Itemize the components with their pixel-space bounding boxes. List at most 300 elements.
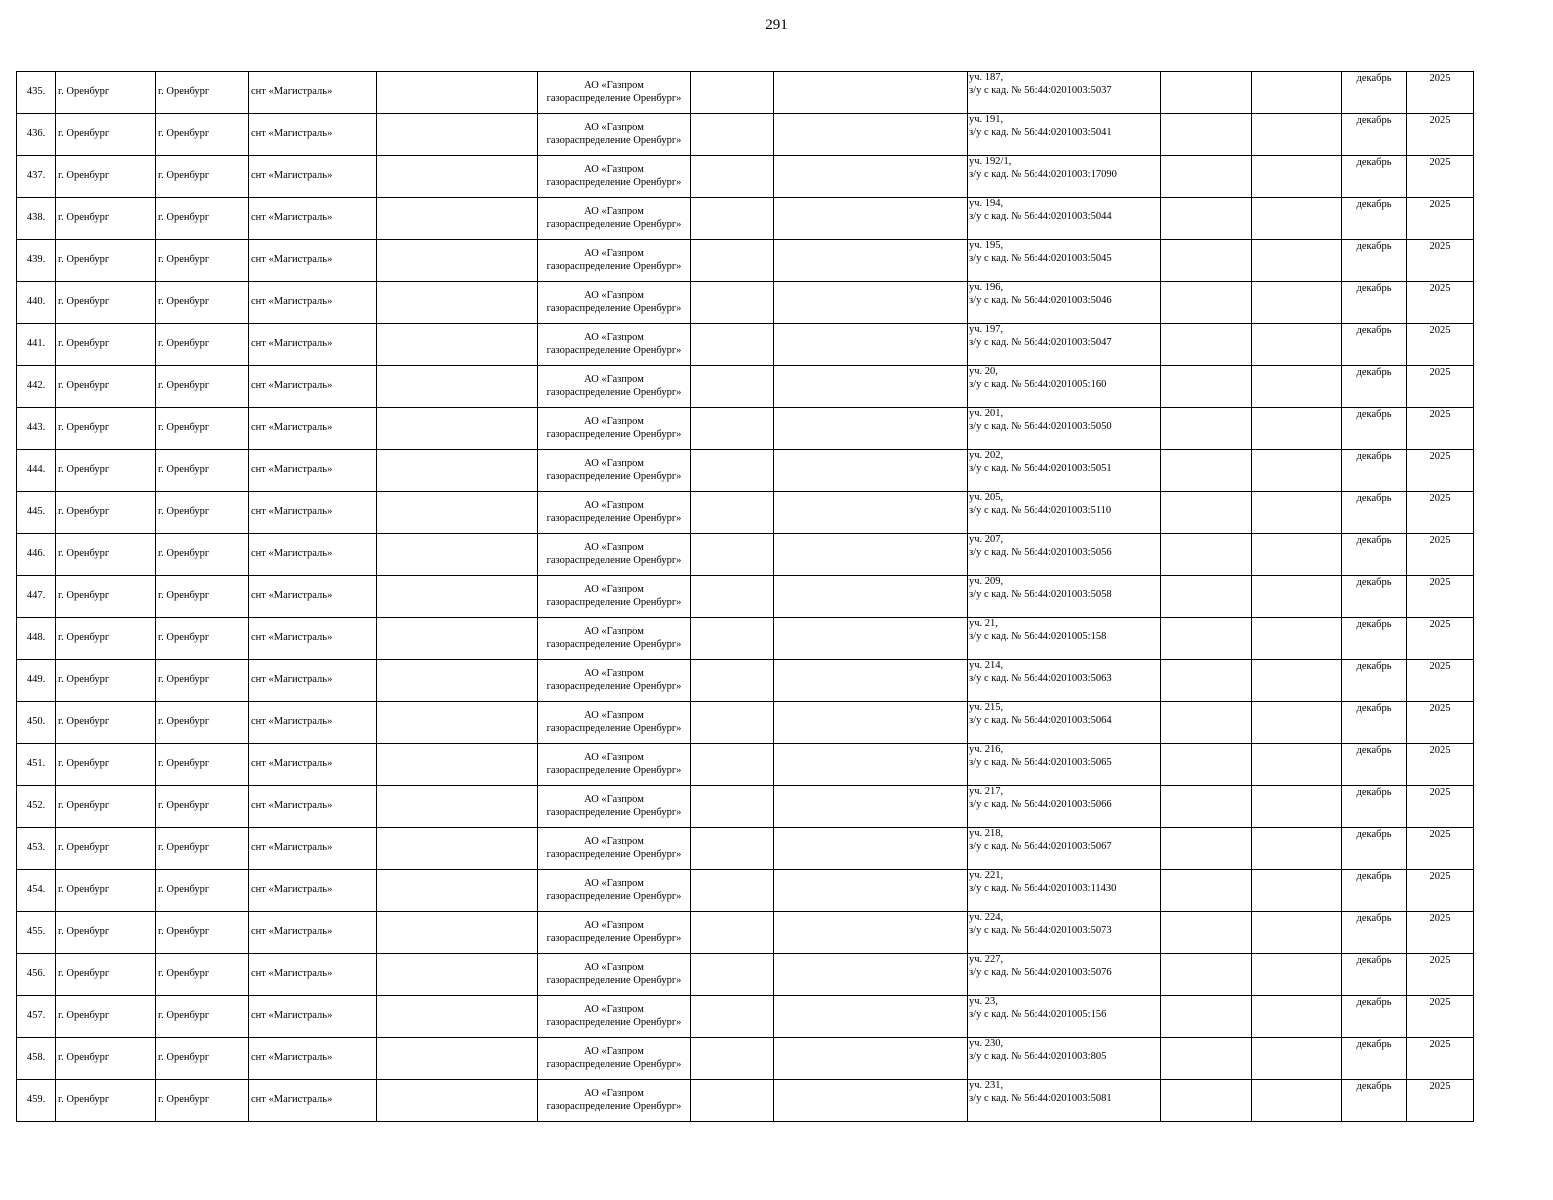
organization-line-2: газораспределение Оренбург»	[546, 848, 682, 860]
plot-number: уч. 196,	[969, 282, 1004, 293]
row-number-cell: 445.	[17, 492, 56, 534]
cadastral-number: з/у с кад. № 56:44:0201003:5064	[969, 714, 1112, 726]
year-cell: 2025	[1407, 492, 1474, 534]
cadastral-number: з/у с кад. № 56:44:0201003:5073	[969, 924, 1112, 936]
empty-cell-11	[1252, 618, 1342, 660]
empty-cell-7	[691, 786, 774, 828]
organization-line-1: АО «Газпром	[584, 80, 644, 91]
plot-cell	[968, 576, 1161, 618]
month-cell: декабрь	[1342, 660, 1407, 702]
year-cell: 2025	[1407, 156, 1474, 198]
table-row	[17, 534, 1474, 576]
plot-number: уч. 214,	[969, 660, 1004, 671]
empty-cell-11	[1252, 786, 1342, 828]
organization-line-1: АО «Газпром	[584, 542, 644, 553]
empty-cell-7	[691, 366, 774, 408]
municipality-cell: г. Оренбург	[56, 1038, 156, 1080]
table-row	[17, 198, 1474, 240]
municipality-cell: г. Оренбург	[56, 702, 156, 744]
plot-cell	[968, 534, 1161, 576]
cadastral-number: з/у с кад. № 56:44:0201003:5063	[969, 672, 1112, 684]
empty-cell-11	[1252, 408, 1342, 450]
organization-line-1: АО «Газпром	[584, 878, 644, 889]
plot-cell	[968, 744, 1161, 786]
empty-cell-10	[1161, 576, 1252, 618]
plot-number: уч. 218,	[969, 828, 1004, 839]
empty-cell-7	[691, 954, 774, 996]
organization-line-2: газораспределение Оренбург»	[546, 470, 682, 482]
plot-cell	[968, 912, 1161, 954]
year-cell: 2025	[1407, 240, 1474, 282]
empty-cell-11	[1252, 534, 1342, 576]
empty-cell-5	[377, 996, 538, 1038]
organization-cell	[538, 744, 691, 786]
year-cell: 2025	[1407, 324, 1474, 366]
empty-cell-8	[774, 660, 968, 702]
empty-cell-5	[377, 870, 538, 912]
row-number-cell: 443.	[17, 408, 56, 450]
empty-cell-11	[1252, 870, 1342, 912]
year-cell: 2025	[1407, 450, 1474, 492]
organization-line-1: АО «Газпром	[584, 458, 644, 469]
year-cell: 2025	[1407, 618, 1474, 660]
row-number-cell: 440.	[17, 282, 56, 324]
empty-cell-8	[774, 240, 968, 282]
year-cell: 2025	[1407, 114, 1474, 156]
empty-cell-11	[1252, 1038, 1342, 1080]
row-number-cell: 442.	[17, 366, 56, 408]
organization-line-2: газораспределение Оренбург»	[546, 554, 682, 566]
cadastral-number: з/у с кад. № 56:44:0201005:158	[969, 630, 1107, 642]
month-cell: декабрь	[1342, 156, 1407, 198]
organization-cell	[538, 324, 691, 366]
snt-cell: снт «Магистраль»	[249, 240, 377, 282]
register-table	[16, 71, 1474, 1122]
empty-cell-7	[691, 408, 774, 450]
organization-cell	[538, 240, 691, 282]
municipality-cell: г. Оренбург	[56, 282, 156, 324]
empty-cell-11	[1252, 156, 1342, 198]
empty-cell-10	[1161, 1080, 1252, 1122]
plot-cell	[968, 282, 1161, 324]
empty-cell-8	[774, 198, 968, 240]
organization-cell	[538, 450, 691, 492]
month-cell: декабрь	[1342, 198, 1407, 240]
organization-line-1: АО «Газпром	[584, 500, 644, 511]
empty-cell-7	[691, 744, 774, 786]
month-cell: декабрь	[1342, 744, 1407, 786]
month-cell: декабрь	[1342, 1080, 1407, 1122]
empty-cell-8	[774, 324, 968, 366]
locality-cell: г. Оренбург	[156, 576, 249, 618]
empty-cell-10	[1161, 912, 1252, 954]
snt-cell: снт «Магистраль»	[249, 1038, 377, 1080]
empty-cell-10	[1161, 114, 1252, 156]
empty-cell-7	[691, 240, 774, 282]
organization-line-2: газораспределение Оренбург»	[546, 344, 682, 356]
organization-cell	[538, 996, 691, 1038]
locality-cell: г. Оренбург	[156, 156, 249, 198]
plot-cell	[968, 996, 1161, 1038]
plot-number: уч. 195,	[969, 240, 1004, 251]
locality-cell: г. Оренбург	[156, 1038, 249, 1080]
organization-line-1: АО «Газпром	[584, 290, 644, 301]
organization-cell	[538, 870, 691, 912]
year-cell: 2025	[1407, 954, 1474, 996]
empty-cell-8	[774, 1038, 968, 1080]
municipality-cell: г. Оренбург	[56, 660, 156, 702]
year-cell: 2025	[1407, 1080, 1474, 1122]
cadastral-number: з/у с кад. № 56:44:0201003:5046	[969, 294, 1112, 306]
cadastral-number: з/у с кад. № 56:44:0201005:156	[969, 1008, 1107, 1020]
locality-cell: г. Оренбург	[156, 408, 249, 450]
year-cell: 2025	[1407, 366, 1474, 408]
organization-line-1: АО «Газпром	[584, 374, 644, 385]
empty-cell-11	[1252, 450, 1342, 492]
locality-cell: г. Оренбург	[156, 1080, 249, 1122]
organization-line-2: газораспределение Оренбург»	[546, 512, 682, 524]
empty-cell-5	[377, 912, 538, 954]
month-cell: декабрь	[1342, 114, 1407, 156]
empty-cell-11	[1252, 72, 1342, 114]
table-row	[17, 156, 1474, 198]
plot-number: уч. 217,	[969, 786, 1004, 797]
empty-cell-5	[377, 954, 538, 996]
empty-cell-5	[377, 240, 538, 282]
month-cell: декабрь	[1342, 366, 1407, 408]
empty-cell-5	[377, 282, 538, 324]
snt-cell: снт «Магистраль»	[249, 576, 377, 618]
empty-cell-8	[774, 282, 968, 324]
plot-number: уч. 207,	[969, 534, 1004, 545]
empty-cell-8	[774, 828, 968, 870]
empty-cell-8	[774, 408, 968, 450]
empty-cell-11	[1252, 240, 1342, 282]
row-number-cell: 436.	[17, 114, 56, 156]
organization-line-2: газораспределение Оренбург»	[546, 218, 682, 230]
snt-cell: снт «Магистраль»	[249, 996, 377, 1038]
municipality-cell: г. Оренбург	[56, 408, 156, 450]
empty-cell-7	[691, 1038, 774, 1080]
row-number-cell: 448.	[17, 618, 56, 660]
month-cell: декабрь	[1342, 828, 1407, 870]
row-number-cell: 449.	[17, 660, 56, 702]
empty-cell-10	[1161, 534, 1252, 576]
empty-cell-7	[691, 828, 774, 870]
table-row	[17, 912, 1474, 954]
snt-cell: снт «Магистраль»	[249, 324, 377, 366]
plot-cell	[968, 114, 1161, 156]
cadastral-number: з/у с кад. № 56:44:0201003:5081	[969, 1092, 1112, 1104]
year-cell: 2025	[1407, 828, 1474, 870]
month-cell: декабрь	[1342, 450, 1407, 492]
empty-cell-8	[774, 366, 968, 408]
snt-cell: снт «Магистраль»	[249, 828, 377, 870]
empty-cell-11	[1252, 576, 1342, 618]
municipality-cell: г. Оренбург	[56, 534, 156, 576]
empty-cell-10	[1161, 828, 1252, 870]
table-row	[17, 996, 1474, 1038]
organization-cell	[538, 156, 691, 198]
year-cell: 2025	[1407, 534, 1474, 576]
municipality-cell: г. Оренбург	[56, 618, 156, 660]
empty-cell-5	[377, 366, 538, 408]
empty-cell-10	[1161, 240, 1252, 282]
plot-cell	[968, 492, 1161, 534]
month-cell: декабрь	[1342, 870, 1407, 912]
row-number-cell: 451.	[17, 744, 56, 786]
plot-cell	[968, 786, 1161, 828]
locality-cell: г. Оренбург	[156, 198, 249, 240]
municipality-cell: г. Оренбург	[56, 72, 156, 114]
plot-number: уч. 224,	[969, 912, 1004, 923]
table-row	[17, 72, 1474, 114]
empty-cell-10	[1161, 1038, 1252, 1080]
cadastral-number: з/у с кад. № 56:44:0201003:5051	[969, 462, 1112, 474]
organization-cell	[538, 492, 691, 534]
empty-cell-11	[1252, 114, 1342, 156]
plot-cell	[968, 954, 1161, 996]
snt-cell: снт «Магистраль»	[249, 114, 377, 156]
empty-cell-7	[691, 576, 774, 618]
empty-cell-7	[691, 450, 774, 492]
empty-cell-7	[691, 618, 774, 660]
municipality-cell: г. Оренбург	[56, 912, 156, 954]
table-row	[17, 450, 1474, 492]
row-number-cell: 450.	[17, 702, 56, 744]
snt-cell: снт «Магистраль»	[249, 534, 377, 576]
locality-cell: г. Оренбург	[156, 702, 249, 744]
empty-cell-10	[1161, 408, 1252, 450]
month-cell: декабрь	[1342, 492, 1407, 534]
empty-cell-11	[1252, 912, 1342, 954]
plot-number: уч. 230,	[969, 1038, 1004, 1049]
year-cell: 2025	[1407, 996, 1474, 1038]
month-cell: декабрь	[1342, 912, 1407, 954]
empty-cell-8	[774, 912, 968, 954]
row-number-cell: 438.	[17, 198, 56, 240]
cadastral-number: з/у с кад. № 56:44:0201003:5065	[969, 756, 1112, 768]
row-number-cell: 437.	[17, 156, 56, 198]
row-number-cell: 456.	[17, 954, 56, 996]
organization-line-2: газораспределение Оренбург»	[546, 176, 682, 188]
municipality-cell: г. Оренбург	[56, 1080, 156, 1122]
organization-cell	[538, 1080, 691, 1122]
empty-cell-5	[377, 72, 538, 114]
row-number-cell: 439.	[17, 240, 56, 282]
snt-cell: снт «Магистраль»	[249, 954, 377, 996]
plot-cell	[968, 198, 1161, 240]
month-cell: декабрь	[1342, 954, 1407, 996]
empty-cell-7	[691, 996, 774, 1038]
cadastral-number: з/у с кад. № 56:44:0201003:11430	[969, 882, 1117, 894]
organization-line-2: газораспределение Оренбург»	[546, 638, 682, 650]
locality-cell: г. Оренбург	[156, 366, 249, 408]
municipality-cell: г. Оренбург	[56, 954, 156, 996]
table-row	[17, 408, 1474, 450]
plot-cell	[968, 660, 1161, 702]
plot-cell	[968, 870, 1161, 912]
empty-cell-8	[774, 996, 968, 1038]
empty-cell-8	[774, 1080, 968, 1122]
municipality-cell: г. Оренбург	[56, 156, 156, 198]
empty-cell-10	[1161, 618, 1252, 660]
row-number-cell: 453.	[17, 828, 56, 870]
organization-line-1: АО «Газпром	[584, 332, 644, 343]
empty-cell-5	[377, 576, 538, 618]
empty-cell-10	[1161, 282, 1252, 324]
empty-cell-7	[691, 660, 774, 702]
empty-cell-8	[774, 618, 968, 660]
cadastral-number: з/у с кад. № 56:44:0201003:5044	[969, 210, 1112, 222]
snt-cell: снт «Магистраль»	[249, 156, 377, 198]
organization-line-1: АО «Газпром	[584, 752, 644, 763]
municipality-cell: г. Оренбург	[56, 996, 156, 1038]
organization-line-1: АО «Газпром	[584, 1088, 644, 1099]
snt-cell: снт «Магистраль»	[249, 198, 377, 240]
locality-cell: г. Оренбург	[156, 954, 249, 996]
year-cell: 2025	[1407, 198, 1474, 240]
plot-cell	[968, 240, 1161, 282]
empty-cell-10	[1161, 954, 1252, 996]
organization-line-1: АО «Газпром	[584, 794, 644, 805]
organization-line-2: газораспределение Оренбург»	[546, 302, 682, 314]
snt-cell: снт «Магистраль»	[249, 492, 377, 534]
organization-line-2: газораспределение Оренбург»	[546, 974, 682, 986]
month-cell: декабрь	[1342, 702, 1407, 744]
cadastral-number: з/у с кад. № 56:44:0201003:17090	[969, 168, 1117, 180]
plot-number: уч. 209,	[969, 576, 1004, 587]
empty-cell-8	[774, 534, 968, 576]
organization-line-1: АО «Газпром	[584, 584, 644, 595]
table-row	[17, 1038, 1474, 1080]
empty-cell-11	[1252, 366, 1342, 408]
municipality-cell: г. Оренбург	[56, 786, 156, 828]
plot-cell	[968, 450, 1161, 492]
month-cell: декабрь	[1342, 576, 1407, 618]
plot-cell	[968, 1038, 1161, 1080]
year-cell: 2025	[1407, 576, 1474, 618]
locality-cell: г. Оренбург	[156, 534, 249, 576]
row-number-cell: 459.	[17, 1080, 56, 1122]
table-row	[17, 618, 1474, 660]
snt-cell: снт «Магистраль»	[249, 744, 377, 786]
organization-cell	[538, 282, 691, 324]
organization-line-1: АО «Газпром	[584, 626, 644, 637]
organization-line-1: АО «Газпром	[584, 710, 644, 721]
plot-cell	[968, 1080, 1161, 1122]
empty-cell-10	[1161, 156, 1252, 198]
empty-cell-10	[1161, 996, 1252, 1038]
empty-cell-7	[691, 534, 774, 576]
empty-cell-7	[691, 1080, 774, 1122]
organization-line-1: АО «Газпром	[584, 206, 644, 217]
locality-cell: г. Оренбург	[156, 240, 249, 282]
empty-cell-5	[377, 786, 538, 828]
organization-cell	[538, 408, 691, 450]
month-cell: декабрь	[1342, 786, 1407, 828]
municipality-cell: г. Оренбург	[56, 324, 156, 366]
organization-cell	[538, 702, 691, 744]
locality-cell: г. Оренбург	[156, 870, 249, 912]
empty-cell-8	[774, 114, 968, 156]
organization-cell	[538, 912, 691, 954]
month-cell: декабрь	[1342, 996, 1407, 1038]
organization-line-2: газораспределение Оренбург»	[546, 596, 682, 608]
empty-cell-8	[774, 870, 968, 912]
table-row	[17, 576, 1474, 618]
municipality-cell: г. Оренбург	[56, 576, 156, 618]
organization-line-2: газораспределение Оренбург»	[546, 890, 682, 902]
year-cell: 2025	[1407, 408, 1474, 450]
organization-line-1: АО «Газпром	[584, 962, 644, 973]
empty-cell-8	[774, 156, 968, 198]
empty-cell-5	[377, 534, 538, 576]
plot-cell	[968, 324, 1161, 366]
organization-line-2: газораспределение Оренбург»	[546, 92, 682, 104]
plot-cell	[968, 366, 1161, 408]
table-row	[17, 870, 1474, 912]
empty-cell-10	[1161, 744, 1252, 786]
municipality-cell: г. Оренбург	[56, 870, 156, 912]
locality-cell: г. Оренбург	[156, 492, 249, 534]
snt-cell: снт «Магистраль»	[249, 912, 377, 954]
snt-cell: снт «Магистраль»	[249, 618, 377, 660]
empty-cell-11	[1252, 282, 1342, 324]
snt-cell: снт «Магистраль»	[249, 450, 377, 492]
cadastral-number: з/у с кад. № 56:44:0201003:5047	[969, 336, 1112, 348]
empty-cell-11	[1252, 198, 1342, 240]
organization-line-1: АО «Газпром	[584, 248, 644, 259]
empty-cell-5	[377, 702, 538, 744]
plot-number: уч. 23,	[969, 996, 998, 1007]
locality-cell: г. Оренбург	[156, 786, 249, 828]
row-number-cell: 435.	[17, 72, 56, 114]
organization-cell	[538, 576, 691, 618]
empty-cell-8	[774, 492, 968, 534]
municipality-cell: г. Оренбург	[56, 114, 156, 156]
plot-cell	[968, 702, 1161, 744]
organization-line-1: АО «Газпром	[584, 920, 644, 931]
plot-number: уч. 194,	[969, 198, 1004, 209]
year-cell: 2025	[1407, 702, 1474, 744]
organization-cell	[538, 954, 691, 996]
plot-number: уч. 216,	[969, 744, 1004, 755]
locality-cell: г. Оренбург	[156, 72, 249, 114]
empty-cell-7	[691, 324, 774, 366]
organization-line-1: АО «Газпром	[584, 1046, 644, 1057]
snt-cell: снт «Магистраль»	[249, 282, 377, 324]
cadastral-number: з/у с кад. № 56:44:0201003:5037	[969, 84, 1112, 96]
empty-cell-5	[377, 1080, 538, 1122]
organization-line-1: АО «Газпром	[584, 164, 644, 175]
table-row	[17, 492, 1474, 534]
empty-cell-5	[377, 618, 538, 660]
plot-number: уч. 197,	[969, 324, 1004, 335]
plot-number: уч. 205,	[969, 492, 1004, 503]
year-cell: 2025	[1407, 660, 1474, 702]
plot-cell	[968, 828, 1161, 870]
cadastral-number: з/у с кад. № 56:44:0201003:5067	[969, 840, 1112, 852]
empty-cell-8	[774, 954, 968, 996]
plot-number: уч. 201,	[969, 408, 1004, 419]
empty-cell-11	[1252, 828, 1342, 870]
empty-cell-11	[1252, 702, 1342, 744]
empty-cell-7	[691, 912, 774, 954]
municipality-cell: г. Оренбург	[56, 450, 156, 492]
month-cell: декабрь	[1342, 282, 1407, 324]
year-cell: 2025	[1407, 72, 1474, 114]
